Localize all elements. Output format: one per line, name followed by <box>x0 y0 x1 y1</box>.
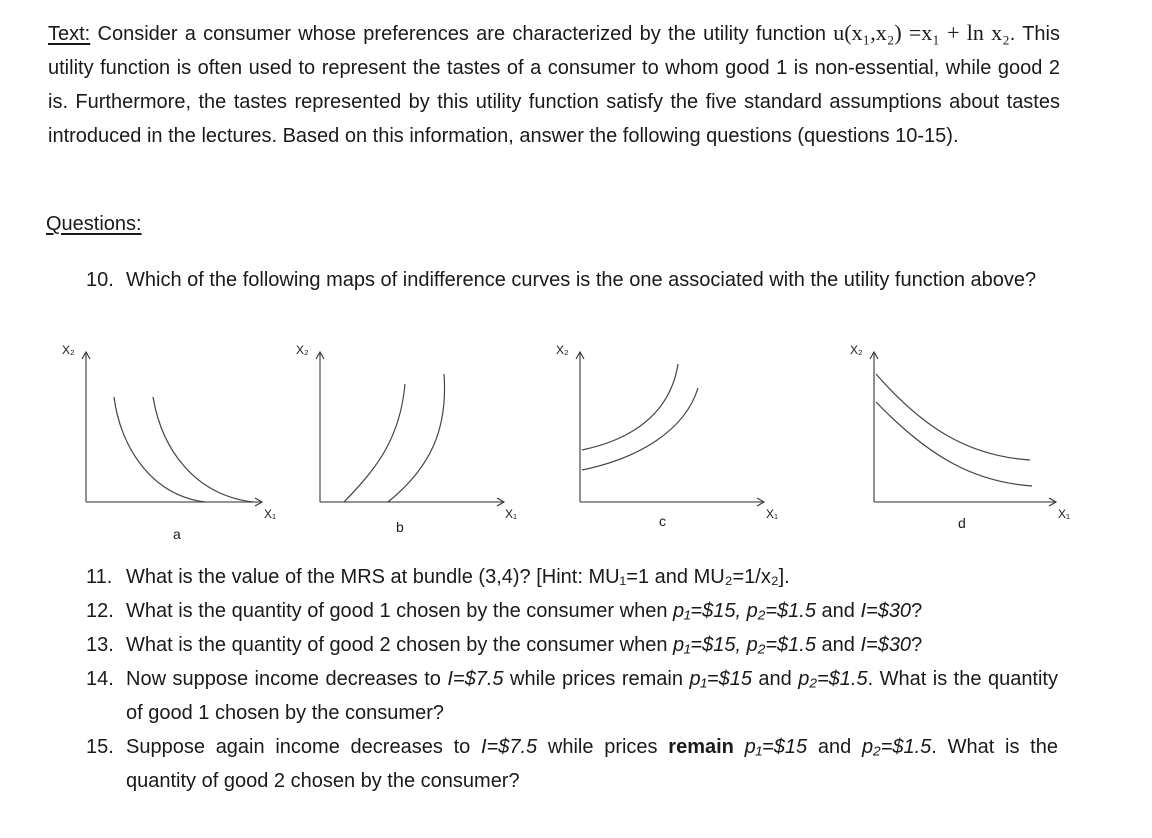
income: I=$30 <box>860 600 912 622</box>
graph-b <box>296 343 517 535</box>
question-text <box>126 594 1058 628</box>
question-13 <box>86 628 1058 662</box>
question-list <box>86 560 1058 798</box>
question-14 <box>86 662 1058 730</box>
question-text-part: while prices remain <box>503 668 690 690</box>
price-1: p₁=$15, <box>673 634 742 656</box>
question-11 <box>86 560 1058 594</box>
graph-label: c <box>659 513 666 529</box>
question-text: What is the value of the MRS at bundle (3,4)? [Hint: MU₁=1 and MU₂=1/x₂]. <box>126 566 790 588</box>
x-axis-label: X₁ <box>505 507 518 521</box>
question-text-part: and <box>815 600 861 622</box>
price-1: p₁=$15, <box>673 600 742 622</box>
question-text-part: and <box>815 634 861 656</box>
indifference-maps <box>0 330 1152 550</box>
x-axis-label: X₁ <box>766 507 779 521</box>
question-text <box>126 628 1058 662</box>
y-axis-label: X₂ <box>296 343 309 357</box>
graph-label: d <box>958 515 966 531</box>
question-text-part: What is the quantity of good 2 chosen by the consumer when <box>126 634 673 656</box>
question-text-part: Suppose again income decreases to <box>126 736 481 758</box>
text-label: Text: <box>48 23 91 45</box>
y-axis-label: X₂ <box>62 343 75 357</box>
income: I=$30 <box>860 634 912 656</box>
graph-a <box>62 343 276 542</box>
indifference-curve <box>876 402 1032 486</box>
graph-label: a <box>173 526 181 542</box>
question-text-part: and <box>751 668 799 690</box>
question-text <box>126 730 1058 798</box>
question-text: Which of the following maps of indifference curves is the one associated with the utility function above? <box>126 269 1037 291</box>
question-number: 10. <box>86 269 114 291</box>
x-axis-label: X₁ <box>1058 507 1071 521</box>
price-2: p₂=$1.5 <box>746 600 816 622</box>
question-number: 14. <box>86 668 114 690</box>
question-10 <box>86 263 1058 297</box>
indifference-curve <box>344 384 405 502</box>
question-text-part: ? <box>911 600 923 622</box>
price-2: p₂=$1.5 <box>746 634 816 656</box>
price-2: p₂=$1.5 <box>798 668 868 690</box>
question-text-part: ? <box>911 634 923 656</box>
question-number: 15. <box>86 736 114 758</box>
question-12 <box>86 594 1058 628</box>
indifference-curve <box>582 388 698 470</box>
question-number: 13. <box>86 634 114 656</box>
emphasis: remain <box>668 736 734 758</box>
graph-c <box>556 343 778 529</box>
indifference-curve <box>876 374 1030 460</box>
indifference-curve <box>114 397 205 502</box>
question-text-part: Now suppose income decreases to <box>126 668 448 690</box>
indifference-curve <box>388 374 445 502</box>
utility-formula: u(x₁,x₂) =x₁ + ln x₂ <box>833 20 1010 45</box>
indifference-curve <box>153 397 253 502</box>
question-text-part: . What is the quantity of good 1 chosen by the consumer? <box>126 668 1058 724</box>
y-axis-label: X₂ <box>556 343 569 357</box>
price-2: p₂=$1.5 <box>861 736 932 758</box>
graph-label: b <box>396 519 404 535</box>
questions-heading: Questions: <box>46 213 142 235</box>
question-text-part <box>734 736 745 758</box>
question-number: 11. <box>86 566 113 588</box>
price-1: p₁=$15 <box>744 736 808 758</box>
question-text-part: What is the quantity of good 1 chosen by the consumer when <box>126 600 673 622</box>
graph-d <box>850 343 1070 531</box>
intro-text: Consider a consumer whose preferences are characterized by the utility function <box>90 23 834 45</box>
income: I=$7.5 <box>480 736 538 758</box>
question-text-part: and <box>807 736 862 758</box>
intro-paragraph <box>48 16 1060 153</box>
intro-rest: . This utility function is often used to represent the tastes of a consumer to whom good 1 is non-essential, while good 2 is. Furthermore, the tastes represented by this utility function satisfy the five standard assumptions about tastes introduced in the lectures. Based on this information, answer the following questions (questions 10-15). <box>48 23 1060 147</box>
question-text-part: while prices <box>537 736 669 758</box>
question-text <box>126 662 1058 730</box>
price-1: p₁=$15 <box>689 668 752 690</box>
question-15 <box>86 730 1058 798</box>
question-text-part: . What is the quantity of good 2 chosen by the consumer? <box>126 736 1058 792</box>
income: I=$7.5 <box>447 668 504 690</box>
x-axis-label: X₁ <box>264 507 277 521</box>
question-number: 12. <box>86 600 114 622</box>
indifference-curve <box>582 364 678 450</box>
y-axis-label: X₂ <box>850 343 863 357</box>
